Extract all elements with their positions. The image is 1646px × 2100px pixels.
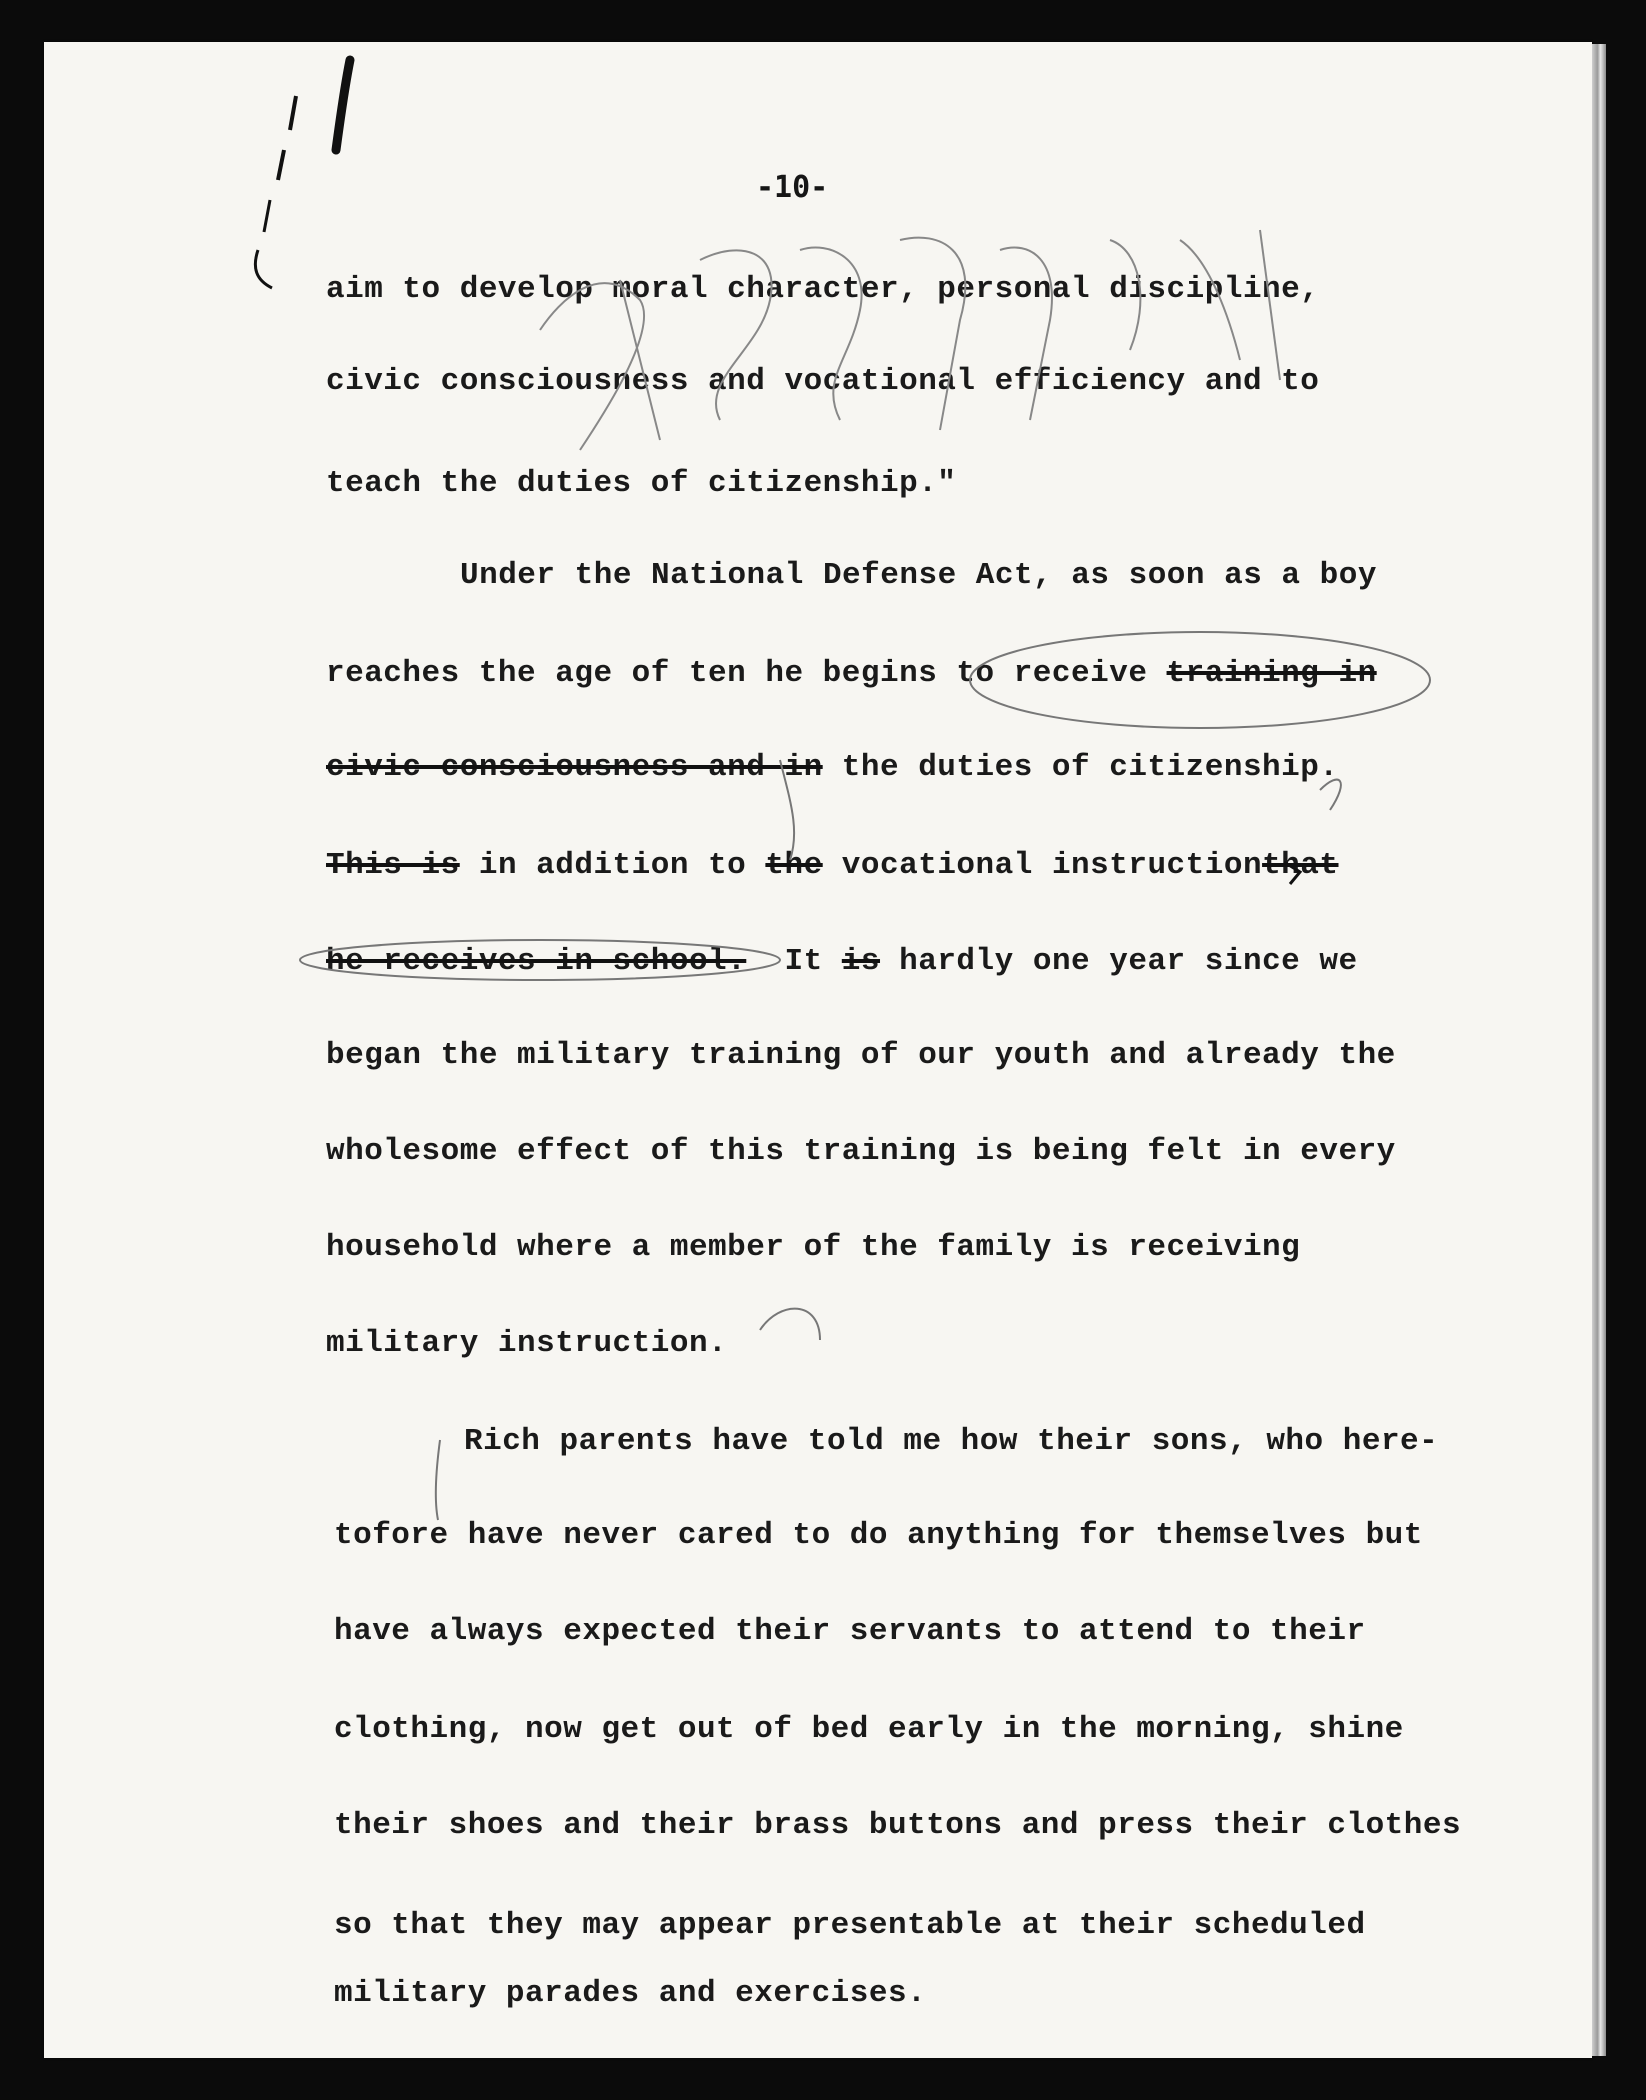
- text-line-16: clothing, now get out of bed early in the morning, shine: [334, 1712, 1404, 1747]
- text-line-7: [326, 848, 1339, 883]
- text-line-12: military instruction.: [326, 1326, 728, 1361]
- strikethrough-text: This is: [326, 848, 460, 883]
- text-line-2: civic consciousness and vocational efficiency and to: [326, 364, 1320, 399]
- text-line-15: have always expected their servants to attend to their: [334, 1614, 1366, 1649]
- strikethrough-text: training in: [1166, 656, 1377, 691]
- text-line-3: teach the duties of citizenship.": [326, 466, 957, 501]
- text-line-5-kept: reaches the age of ten he begins to receive: [326, 656, 1167, 691]
- strikethrough-text: is: [841, 944, 881, 979]
- text-line-6: [326, 750, 1338, 785]
- text-line-19: military parades and exercises.: [334, 1976, 927, 2011]
- text-line-7-kept-b: vocational instruction: [822, 848, 1263, 883]
- text-line-7-kept-a: in addition to: [459, 848, 766, 883]
- text-line-8-kept-a: It: [746, 944, 842, 979]
- text-line-11: household where a member of the family is receiving: [326, 1230, 1301, 1265]
- text-line-10: wholesome effect of this training is being felt in every: [326, 1134, 1396, 1169]
- strikethrough-text: he receives in school.: [326, 944, 747, 979]
- text-line-14: tofore have never cared to do anything for themselves but: [334, 1518, 1423, 1553]
- text-line-8: [326, 944, 1358, 979]
- text-line-9: began the military training of our youth and already the: [326, 1038, 1396, 1073]
- strikethrough-text: civic consciousness and in: [326, 750, 823, 785]
- text-line-18: so that they may appear presentable at their scheduled: [334, 1908, 1366, 1943]
- strikethrough-text: the: [765, 848, 823, 883]
- page-number: -10-: [756, 170, 829, 205]
- text-line-4: Under the National Defense Act, as soon as a boy: [460, 558, 1377, 593]
- strikethrough-text: that: [1262, 848, 1339, 883]
- page-stack-edge: [1592, 44, 1606, 2056]
- text-line-6-kept: the duties of citizenship.: [822, 750, 1339, 785]
- text-line-17: their shoes and their brass buttons and press their clothes: [334, 1808, 1462, 1843]
- text-line-13: Rich parents have told me how their sons, who here-: [464, 1424, 1439, 1459]
- text-line-1: aim to develop moral character, personal discipline,: [326, 272, 1320, 307]
- text-line-5: [326, 656, 1377, 691]
- text-line-8-kept-b: hardly one year since we: [880, 944, 1358, 979]
